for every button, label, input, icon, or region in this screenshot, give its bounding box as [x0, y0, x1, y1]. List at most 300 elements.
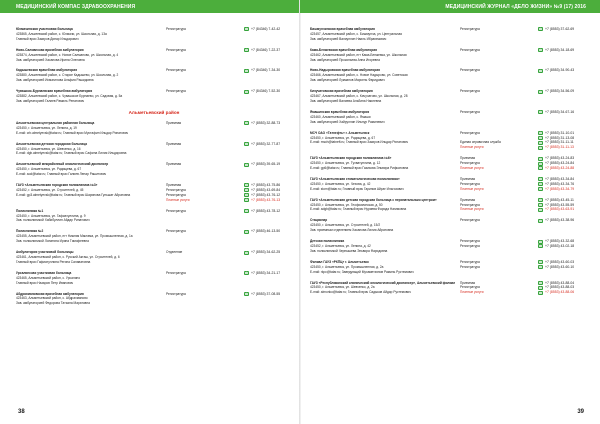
department-label: Отделение [166, 250, 183, 255]
directory-entry [16, 121, 292, 136]
directory-entry [16, 250, 292, 265]
entry-phones [538, 177, 574, 192]
phone-number[interactable]: +7 (84346) 7-42-42 [251, 27, 281, 31]
entry-contact: Зав. амбулаторией Исмагилова Альфия Рашидовна [16, 78, 94, 83]
entry-contact: Зав. амбулаторией Валиева Альбина Наилевна [310, 98, 382, 103]
entry-departments [166, 48, 244, 63]
department-label: Регистратура [460, 285, 480, 290]
phone-icon: ☎ [244, 121, 249, 126]
phone-icon: ☎ [244, 183, 249, 188]
right-page-number: 39 [577, 409, 584, 415]
entry-contact: E-mail: aod@tatar.ru; Главный врач Галиев Ленар Рашитович [16, 172, 107, 177]
department-label: Платные услуги [460, 145, 484, 150]
phone-icon: ☎ [244, 209, 249, 214]
entry-info [16, 183, 166, 203]
phone-number[interactable]: +7 (8553) 46-13-50 [251, 229, 281, 234]
phone-line [244, 198, 280, 203]
left-directory [16, 27, 292, 306]
entry-name: Детская поликлиника [310, 239, 345, 244]
phone-number[interactable]: +7 (8553) 39-65-19 [251, 162, 281, 167]
department-label: Единая справочная служба [460, 140, 501, 145]
department-label: Регистратура [460, 218, 480, 223]
entry-contact: E-mail: rkpc@tatar.ru; Заведующий Мухаметзянов Рамиль Рустемович [310, 269, 414, 274]
department-label: Приемная [460, 197, 476, 202]
phone-number[interactable]: +7 (8553) 43-24-88 [545, 166, 575, 171]
entry-info [16, 250, 166, 265]
phone-number[interactable]: +7 (8553) 43-69-84 [251, 187, 281, 192]
entry-contact: Зав. приемным отделением Хасанова Лилия Айратовна [310, 228, 394, 233]
phone-number[interactable]: +7 (8553) 43-34-79 [545, 186, 575, 191]
directory-entry [16, 271, 292, 286]
department-label: Платные услуги [460, 207, 484, 212]
department-label: Регистратура [166, 89, 186, 94]
entry-name: Амбулатория участковой больницы [16, 250, 74, 255]
department-label: Регистратура [460, 181, 480, 186]
entry-phones [244, 89, 280, 104]
phone-line [244, 229, 280, 234]
entry-contact: E-mail: dgb.almetyevsk@tatar.ru; Главный врач Сафина Лилия Ильдаровна [16, 151, 127, 156]
phone-icon: ☎ [244, 89, 249, 94]
entry-departments [460, 198, 538, 213]
entry-address: 423455, Альметьевский район, пгт Нижняя Мактама, ул. Промышленная, д. 1а [16, 234, 133, 239]
phone-icon: ☎ [538, 218, 543, 223]
department-label: Приемная [166, 141, 182, 146]
entry-name: Кичучатовская врачебная амбулатория [310, 89, 373, 94]
phone-icon: ☎ [538, 260, 543, 265]
phone-number[interactable]: +7 (84346) 7-34-30 [251, 68, 281, 73]
entry-name: Ямашинская врачебная амбулатория [310, 109, 370, 114]
phone-icon: ☎ [538, 27, 543, 32]
directory-entry [310, 198, 586, 213]
phone-icon: ☎ [538, 145, 543, 150]
department-label: Платные услуги [460, 290, 484, 295]
directory-entry [310, 281, 586, 296]
entry-address: 423462, Альметьевский район, пгт Кама-Бенжевка, ул. Школьная [310, 52, 407, 57]
entry-phones [538, 281, 574, 296]
phone-line [538, 166, 574, 171]
entry-address: 423450, г. Альметьевск, ул. Шевченко, д. 16 [16, 146, 81, 151]
directory-entry [16, 292, 292, 307]
entry-address: 423874, Алькеевский район, с. Новое Салманово, ул. Школьная, д. 4 [16, 52, 119, 57]
phone-icon: ☎ [538, 89, 543, 94]
entry-departments [166, 68, 244, 83]
entry-contact: E-mail: adgb@tatar.ru; Главный врач Нуриева Фарида Нагимовна [310, 207, 407, 212]
phone-number[interactable]: +7 (8553) 31-11-13 [545, 145, 574, 150]
entry-info [16, 229, 166, 244]
entry-info [310, 281, 460, 296]
phone-icon: ☎ [244, 162, 249, 167]
phone-icon: ☎ [244, 68, 249, 73]
department-label: Регистратура [460, 264, 480, 269]
entry-departments [460, 156, 538, 171]
phone-icon: ☎ [538, 285, 543, 290]
entry-info [310, 260, 460, 275]
phone-number[interactable]: +7 (8553) 34-67-16 [545, 109, 575, 114]
entry-phones [244, 250, 280, 265]
entry-phones [244, 121, 280, 136]
directory-entry [310, 218, 586, 233]
entry-departments [166, 209, 244, 224]
phone-number[interactable]: +7 (8553) 43-24-83 [545, 156, 575, 161]
phone-icon: ☎ [538, 187, 543, 192]
phone-number[interactable]: +7 (8553) 31-10-01 [545, 130, 575, 135]
phone-number[interactable]: +7 (8553) 34-56-09 [545, 89, 575, 94]
phone-icon: ☎ [244, 142, 249, 147]
directory-entry [310, 89, 586, 104]
phone-icon: ☎ [538, 135, 543, 140]
entry-departments [460, 260, 538, 275]
department-label: Регистратура [166, 192, 186, 197]
entry-departments [166, 162, 244, 177]
right-top-bar [300, 0, 600, 13]
entry-info [310, 110, 460, 125]
phone-number[interactable]: +7 (8553) 32-77-87 [251, 141, 281, 146]
phone-icon: ☎ [538, 280, 543, 285]
department-label: Регистратура [166, 68, 186, 73]
phone-icon: ☎ [538, 182, 543, 187]
phone-number[interactable]: +7 (8553) 43-76-12 [251, 192, 281, 197]
phone-number[interactable]: +7 (8553) 34-18-69 [545, 47, 575, 52]
entry-phones [244, 292, 280, 307]
phone-number[interactable]: +7 (8553) 43-88-04 [545, 280, 575, 285]
phone-icon: ☎ [244, 198, 249, 203]
entry-phones [244, 209, 280, 224]
phone-number[interactable]: +7 (8553) 43-75-86 [251, 183, 281, 188]
phone-icon: ☎ [538, 48, 543, 53]
entry-info [310, 48, 460, 63]
entry-phones [538, 110, 574, 125]
entry-address: 423450, г. Альметьевск, ул. Радищева, д. 67 [310, 135, 376, 140]
entry-contact: E-mail: crb.almetyevsk@tatar.ru; Главный врач Мустафин Ильдар Ринатович [16, 130, 129, 135]
entry-phones [538, 198, 574, 213]
phone-icon: ☎ [538, 110, 543, 115]
phone-number[interactable]: +7 (8553) 37-62-69 [545, 27, 575, 31]
entry-contact: Главный врач Гафиатуллина Регина Салаватовна [16, 259, 91, 264]
left-running-head: МЕДИЦИНСКИЙ КОМПАС ЗДРАВООХРАНЕНИЯ [16, 3, 136, 10]
phone-line [538, 218, 574, 223]
entry-departments [166, 121, 244, 136]
entry-departments [460, 177, 538, 192]
entry-info [310, 89, 460, 104]
entry-departments [460, 110, 538, 125]
phone-icon: ☎ [538, 265, 543, 270]
phone-icon: ☎ [244, 27, 249, 32]
entry-address: 423865, Алькеевский район, с. Юхмачи, ул. Школьная, д. 13а [16, 31, 107, 36]
department-label: Приемная [166, 162, 182, 167]
department-label: Приемная [460, 280, 476, 285]
entry-info [16, 121, 166, 136]
directory-entry [310, 260, 586, 275]
entry-name: ГАУЗ «Альметьевская стоматологическая поликлиника» [310, 176, 400, 181]
entry-info [16, 142, 166, 157]
department-label: Платные услуги [460, 186, 484, 191]
directory-entry [16, 209, 292, 224]
department-label: Регистратура [166, 229, 186, 234]
entry-contact: Зав. амбулаторией Хайруллин Ильнур Рамилевич [310, 119, 385, 124]
phone-icon: ☎ [244, 229, 249, 234]
entry-info [16, 48, 166, 63]
phone-number[interactable]: +7 (8553) 43-34-76 [545, 181, 575, 186]
entry-phones [244, 68, 280, 83]
phone-number[interactable]: +7 (8553) 43-88-03 [545, 285, 575, 290]
phone-number[interactable]: +7 (8553) 34-90-43 [545, 68, 575, 73]
entry-contact: Зав. амбулаторией Лукманов Марсель Фаридович [310, 78, 385, 83]
left-page-number: 38 [18, 409, 25, 415]
entry-departments [166, 229, 244, 244]
entry-contact: E-mail: gp3.almetyevsk@tatar.ru; Главный врач Шарипова Гульшат Айратовна [16, 192, 131, 197]
phone-line [244, 27, 280, 32]
department-label: Приемная [166, 183, 182, 188]
entry-name: Стационар [310, 218, 328, 223]
entry-name: Поликлиника №2 [16, 229, 44, 234]
department-label: Регистратура [166, 270, 186, 275]
entry-contact: Зав. амбулаторией Валиуллин Наиль Ибрагимович [310, 36, 387, 41]
entry-name: Альметьевская центральная районная больница [16, 120, 95, 125]
entry-address: 423450, г. Альметьевск, ул. Радищева, д. 67 [16, 167, 82, 172]
entry-departments [166, 250, 244, 265]
phone-line [244, 271, 280, 276]
phone-number[interactable]: +7 (8553) 43-45-11 [545, 197, 574, 202]
department-label: Регистратура [166, 187, 186, 192]
phone-number[interactable]: +7 (8553) 43-34-84 [545, 176, 575, 181]
phone-line [538, 145, 574, 150]
entry-info [310, 156, 460, 171]
phone-number[interactable]: +7 (8553) 32-88-73 [251, 120, 281, 125]
phone-number[interactable]: +7 (8553) 43-88-06 [545, 290, 575, 295]
directory-entry [16, 27, 292, 42]
entry-info [310, 239, 460, 254]
entry-info [310, 218, 460, 233]
entry-name: Ново-Надыровская врачебная амбулатория [310, 68, 381, 73]
department-label: Регистратура [460, 89, 480, 94]
department-label: Приемная [460, 156, 476, 161]
entry-address: 423450, г. Альметьевск, ул. Гафиатуллина, д. 9 [16, 213, 86, 218]
department-label: Платные услуги [460, 166, 484, 171]
entry-contact: Зав. амбулаторией Федорова Татьяна Маратовна [16, 301, 90, 306]
directory-entry [16, 89, 292, 104]
phone-icon: ☎ [538, 166, 543, 171]
phone-number[interactable]: +7 (8553) 43-60-10 [545, 264, 575, 269]
entry-address: 423450, г. Альметьевск, ул. Чехова, д. 42 [310, 181, 371, 186]
district-heading: Альметьевский район [128, 109, 180, 115]
directory-entry [16, 48, 292, 63]
entry-name: ГАУЗ «Альметьевская городская поликлиника №3» [16, 183, 98, 188]
directory-entry [16, 162, 292, 177]
entry-contact: E-mail: almonko@tatar.ru; Главный врач Садыков Айдар Рустемович [310, 290, 411, 295]
phone-icon: ☎ [538, 244, 543, 249]
phone-line [538, 290, 574, 295]
phone-icon: ☎ [538, 290, 543, 295]
department-label: Регистратура [460, 27, 480, 31]
entry-contact: Зав. амбулаторией Галиев Рамиль Ренатович [16, 98, 85, 103]
phone-line [538, 207, 574, 212]
directory-entry [310, 48, 586, 63]
entry-address: 423466, Альметьевский район, с. Новое Надырово, ул. Советская [310, 73, 408, 78]
entry-name: Филиал ГАУЗ «РКПЦ» г. Альметьевск [310, 259, 369, 264]
entry-departments [166, 292, 244, 307]
phone-line [538, 27, 574, 32]
right-page [300, 0, 600, 424]
phone-number[interactable]: +7 (8553) 37-08-55 [251, 291, 281, 296]
entry-contact: Зав. амбулаторией Хасанова Ирина Олеговна [16, 57, 85, 62]
phone-number[interactable]: +7 (8553) 34-21-17 [251, 270, 281, 275]
phone-number[interactable]: +7 (84346) 7-52-30 [251, 89, 281, 94]
entry-address: 423450, г. Альметьевск, ул. Шевченко, д. 2а [310, 285, 375, 290]
entry-departments [460, 68, 538, 83]
entry-address: 423450, г. Альметьевск, ул. Строителей, д. 15/2 [310, 223, 381, 228]
phone-icon: ☎ [538, 161, 543, 166]
entry-name: Юхмачинская участковая больница [16, 27, 73, 31]
entry-address: 423467, Альметьевский район, с. Кичучатово, ул. Школьная, д. 28 [310, 94, 408, 99]
directory-entry [310, 110, 586, 125]
entry-info [16, 292, 166, 307]
phone-line [244, 142, 280, 147]
phone-icon: ☎ [538, 239, 543, 244]
entry-info [16, 209, 166, 224]
phone-number[interactable]: +7 (8553) 43-32-68 [545, 239, 575, 244]
directory-entry [310, 27, 586, 42]
phone-icon: ☎ [244, 250, 249, 255]
phone-icon: ☎ [244, 193, 249, 198]
entry-name: ГАУЗ «Республиканский клинический онкологический диспансер», Альметьевский филиал [310, 280, 456, 285]
entry-name: Ново-Салманская врачебная амбулатория [16, 47, 84, 52]
phone-number[interactable]: +7 (8553) 43-63-91 [545, 207, 575, 212]
entry-phones [244, 162, 280, 177]
directory-entry [310, 68, 586, 83]
department-label: Регистратура [460, 130, 480, 135]
entry-name: ГАУЗ «Альметьевская детская городская больница с перинатальным центром» [310, 197, 437, 202]
department-label: Регистратура [166, 208, 186, 213]
phone-icon: ☎ [538, 68, 543, 73]
phone-number[interactable]: +7 (8553) 43-60-03 [545, 259, 575, 264]
entry-name: Альметьевская детская городская больница [16, 141, 88, 146]
phone-line [244, 209, 280, 214]
phone-line [538, 187, 574, 192]
department-label: Платные услуги [166, 197, 190, 202]
directory-entry [310, 239, 586, 254]
phone-line [244, 121, 280, 126]
entry-address: 423450, г. Альметьевск, ул. Ленина, д. 19 [16, 125, 77, 130]
entry-address: 423880, Алькеевский район, с. Старое Кадышево, ул. Школьная, д. 2 [16, 73, 119, 78]
entry-name: ГАУЗ «Альметьевская городская поликлиника №6» [310, 156, 392, 161]
entry-contact: E-mail: gp6@tatar.ru; Главный врач Газизова Эльвира Рифкатовна [310, 166, 409, 171]
phone-line [244, 48, 280, 53]
phone-line [244, 292, 280, 297]
entry-address: 423465, Альметьевский район, с. Урсалино [16, 275, 81, 280]
department-label: Регистратура [460, 244, 480, 248]
entry-phones [538, 156, 574, 171]
phone-number[interactable]: +7 (8553) 43-78-12 [251, 208, 281, 213]
entry-name: Альметьевский межрайонный онкологический диспансер [16, 162, 109, 167]
entry-address: 423450, г. Альметьевск, ул. Промышленная, д. 2а [310, 264, 384, 269]
phone-number[interactable]: +7 (8553) 34-62-25 [251, 250, 281, 255]
entry-phones [244, 183, 280, 203]
entry-phones [538, 260, 574, 275]
entry-info [310, 68, 460, 83]
phone-number[interactable]: +7 (8553) 43-24-84 [545, 161, 575, 166]
department-label: Регистратура [460, 259, 480, 264]
directory-entry [16, 229, 292, 244]
entry-contact: E-mail: msch@tatneft.ru; Главный врач Закиров Ильдар Ринатович [310, 140, 409, 145]
phone-number[interactable]: +7 (8553) 43-55-59 [545, 202, 575, 207]
left-top-bar [0, 0, 300, 13]
right-directory [310, 27, 586, 295]
entry-departments [166, 27, 244, 42]
directory-entry [16, 142, 292, 157]
phone-number[interactable]: +7 (8553) 31-11-11 [545, 140, 574, 145]
phone-number[interactable]: +7 (8553) 43-02-18 [545, 244, 575, 248]
directory-entry [16, 68, 292, 83]
entry-departments [166, 89, 244, 104]
entry-info [16, 68, 166, 83]
entry-info [16, 162, 166, 177]
entry-phones [244, 271, 280, 286]
phone-number[interactable]: +7 (8553) 43-76-13 [251, 197, 281, 202]
entry-address: 423461, Альметьевский район, с. Русский Акташ, ул. Строителей, д. 6 [16, 255, 120, 259]
entry-name: Кадышевская врачебная амбулатория [16, 68, 78, 73]
phone-icon: ☎ [244, 48, 249, 53]
entry-phones [244, 142, 280, 157]
department-label: Регистратура [166, 27, 186, 31]
phone-number[interactable]: +7 (8553) 31-13-08 [545, 135, 575, 140]
entry-address: 423882, Алькеевский район, с. Чувашское Бурнаево, ул. Садовая, д. 5а [16, 94, 123, 99]
department-label: Регистратура [460, 202, 480, 207]
entry-phones [244, 27, 280, 42]
phone-icon: ☎ [538, 177, 543, 182]
phone-number[interactable]: +7 (84346) 7-22-37 [251, 47, 281, 52]
directory-entry [310, 131, 586, 151]
entry-departments [460, 27, 538, 42]
phone-line [538, 68, 574, 73]
entry-contact: Главный врач Закиров Динар Ильдарович [16, 36, 79, 41]
entry-address: 423457, Альметьевский район, с. Бишмунча, ул. Центральная [310, 31, 402, 36]
phone-icon: ☎ [538, 131, 543, 136]
entry-name: МСЧ ОАО «Татнефть» г. Альметьевск [310, 130, 370, 135]
phone-line [538, 110, 574, 115]
entry-name: Чувашско-Бурнаевская врачебная амбулатория [16, 89, 93, 94]
entry-phones [538, 27, 574, 42]
phone-line [244, 162, 280, 167]
entry-address: 423450, г. Альметьевск, ул. Тухватуллина, д. 12 [310, 161, 381, 166]
entry-name: Бишмунчинская врачебная амбулатория [310, 27, 375, 31]
phone-line [538, 244, 574, 249]
department-label: Приемная [460, 176, 476, 181]
entry-contact: Зав. поликлиникой Хабибуллин Айдар Ринатович [16, 218, 90, 223]
entry-contact: Зав. амбулаторией Прокопьева Анна Игоревна [310, 57, 380, 62]
entry-departments [460, 239, 538, 254]
entry-phones [244, 229, 280, 244]
entry-departments [166, 183, 244, 203]
phone-icon: ☎ [244, 188, 249, 193]
entry-phones [538, 48, 574, 63]
entry-phones [538, 131, 574, 151]
entry-departments [460, 218, 538, 233]
right-running-head: МЕДИЦИНСКИЙ ЖУРНАЛ «ДЕЛО ЖИЗНИ» №9 (17) 2016 [445, 3, 586, 10]
phone-icon: ☎ [538, 203, 543, 208]
entry-info [310, 27, 460, 42]
entry-name: Урсалинская участковая больница [16, 270, 72, 275]
phone-line [244, 68, 280, 73]
phone-icon: ☎ [538, 140, 543, 145]
directory-entry [310, 177, 586, 192]
entry-departments [166, 142, 244, 157]
entry-address: 423460, Альметьевский район, с. Ямаши [310, 114, 371, 119]
phone-icon: ☎ [538, 198, 543, 203]
phone-line [244, 250, 280, 255]
entry-info [16, 27, 166, 42]
directory-entry [16, 183, 292, 203]
phone-number[interactable]: +7 (8553) 43-38-96 [545, 218, 575, 223]
